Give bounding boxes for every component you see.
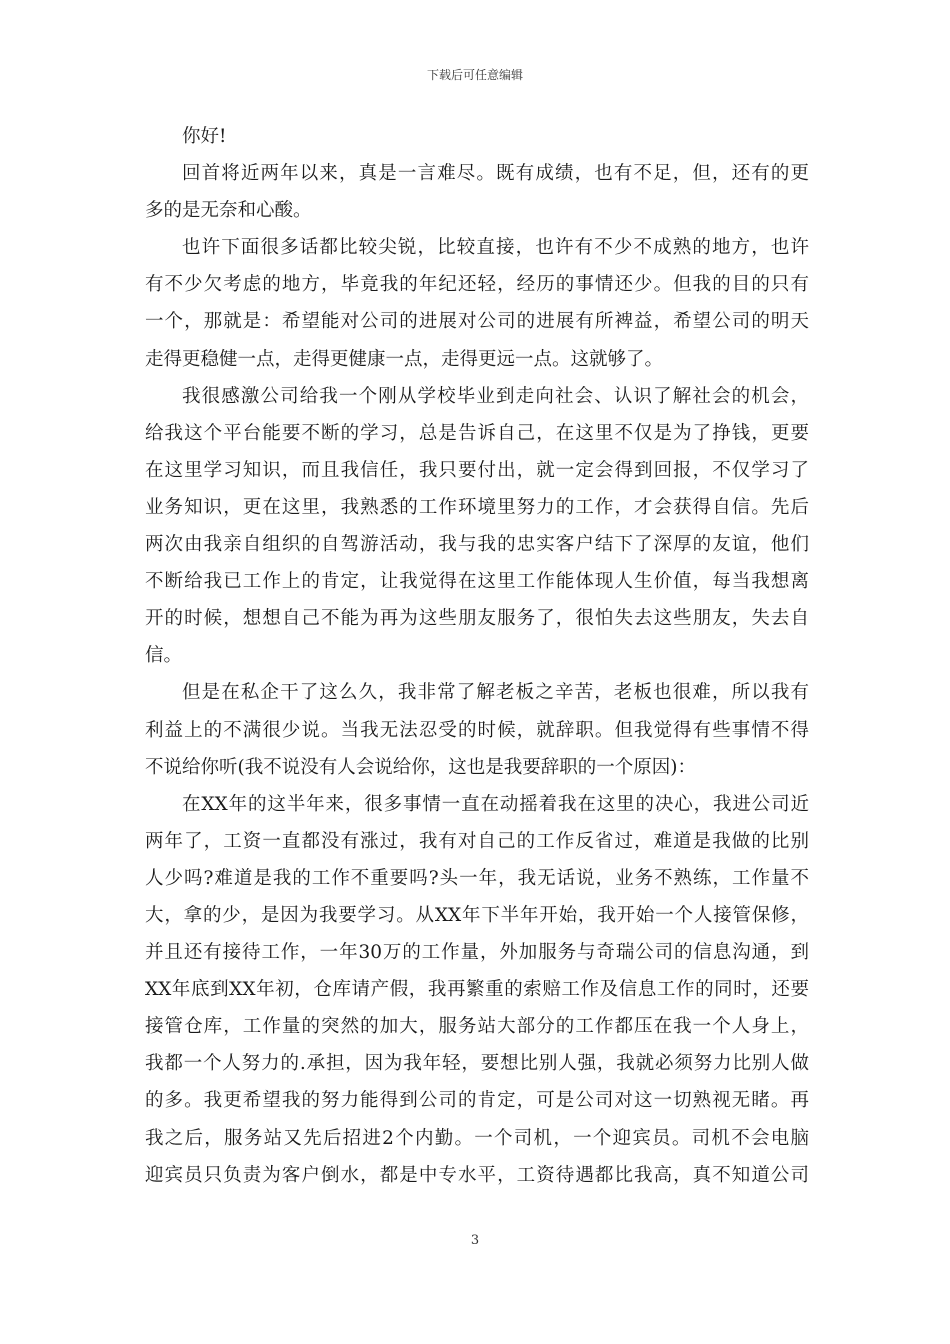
text-line: 业务知识，更在这里，我熟悉的工作环境里努力的工作，才会获得自信。先后	[145, 496, 809, 518]
text-line: 开的时候，想想自己不能为再为这些朋友服务了，很怕失去这些朋友，失去自	[145, 608, 809, 630]
text-line: 走得更稳健一点，走得更健康一点，走得更远一点。这就够了。	[145, 348, 664, 370]
text-line: 并且还有接待工作，一年30万的工作量，外加服务与奇瑞公司的信息沟通，到	[145, 942, 809, 964]
text-line: 两年了，工资一直都没有涨过，我有对自己的工作反省过，难道是我做的比别	[145, 830, 809, 852]
text-line: 不断给我已工作上的肯定，让我觉得在这里工作能体现人生价值，每当我想离	[145, 571, 809, 593]
text-line: 多的是无奈和心酸。	[145, 200, 312, 222]
document-body	[145, 118, 809, 1194]
text-line: 信。	[145, 645, 183, 667]
text-line: 给我这个平台能要不断的学习，总是告诉自己，在这里不仅是为了挣钱，更要	[145, 422, 809, 444]
page-header: 下载后可任意编辑	[426, 68, 523, 82]
text-line: 利益上的不满很少说。当我无法忍受的时候，就辞职。但我觉得有些事情不得	[145, 719, 809, 741]
page-number: 3	[470, 1233, 480, 1248]
text-line: 一个，那就是：希望能对公司的进展对公司的进展有所裨益，希望公司的明天	[145, 311, 809, 333]
text-line: 不说给你听(我不说没有人会说给你，这也是我要辞职的一个原因)：	[145, 756, 696, 778]
text-line: 回首将近两年以来，真是一言难尽。既有成绩，也有不足，但，还有的更	[182, 163, 809, 185]
text-line: XX年底到XX年初，仓库请产假，我再繁重的索赔工作及信息工作的同时，还要	[145, 979, 809, 1001]
text-line: 我很感激公司给我一个刚从学校毕业到走向社会、认识了解社会的机会，	[182, 385, 809, 407]
text-line: 的多。我更希望我的努力能得到公司的肯定，可是公司对这一切熟视无睹。再	[145, 1090, 809, 1112]
text-line: 大，拿的少，是因为我要学习。从XX年下半年开始，我开始一个人接管保修，	[145, 904, 809, 926]
text-line: 你好!	[182, 126, 227, 147]
text-line: 有不少欠考虑的地方，毕竟我的年纪还轻，经历的事情还少。但我的目的只有	[145, 274, 809, 296]
text-line: 接管仓库，工作量的突然的加大，服务站大部分的工作都压在我一个人身上，	[145, 1016, 809, 1038]
text-line: 两次由我亲自组织的自驾游活动，我与我的忠实客户结下了深厚的友谊，他们	[145, 534, 809, 556]
text-line: 迎宾员只负责为客户倒水，都是中专水平，工资待遇都比我高，真不知道公司	[145, 1164, 809, 1186]
text-line: 在XX年的这半年来，很多事情一直在动摇着我在这里的决心，我进公司近	[182, 793, 809, 815]
text-line: 但是在私企干了这么久，我非常了解老板之辛苦，老板也很难，所以我有	[182, 682, 809, 704]
text-line: 也许下面很多话都比较尖锐，比较直接，也许有不少不成熟的地方，也许	[182, 237, 809, 259]
text-line: 人少吗?难道是我的工作不重要吗?头一年，我无话说，业务不熟练，工作量不	[145, 867, 809, 889]
text-line: 我都一个人努力的.承担，因为我年轻，要想比别人强，我就必须努力比别人做	[145, 1053, 809, 1075]
text-line: 在这里学习知识，而且我信任，我只要付出，就一定会得到回报，不仅学习了	[145, 459, 809, 481]
text-line: 我之后，服务站又先后招进2个内勤。一个司机，一个迎宾员。司机不会电脑	[145, 1127, 809, 1149]
